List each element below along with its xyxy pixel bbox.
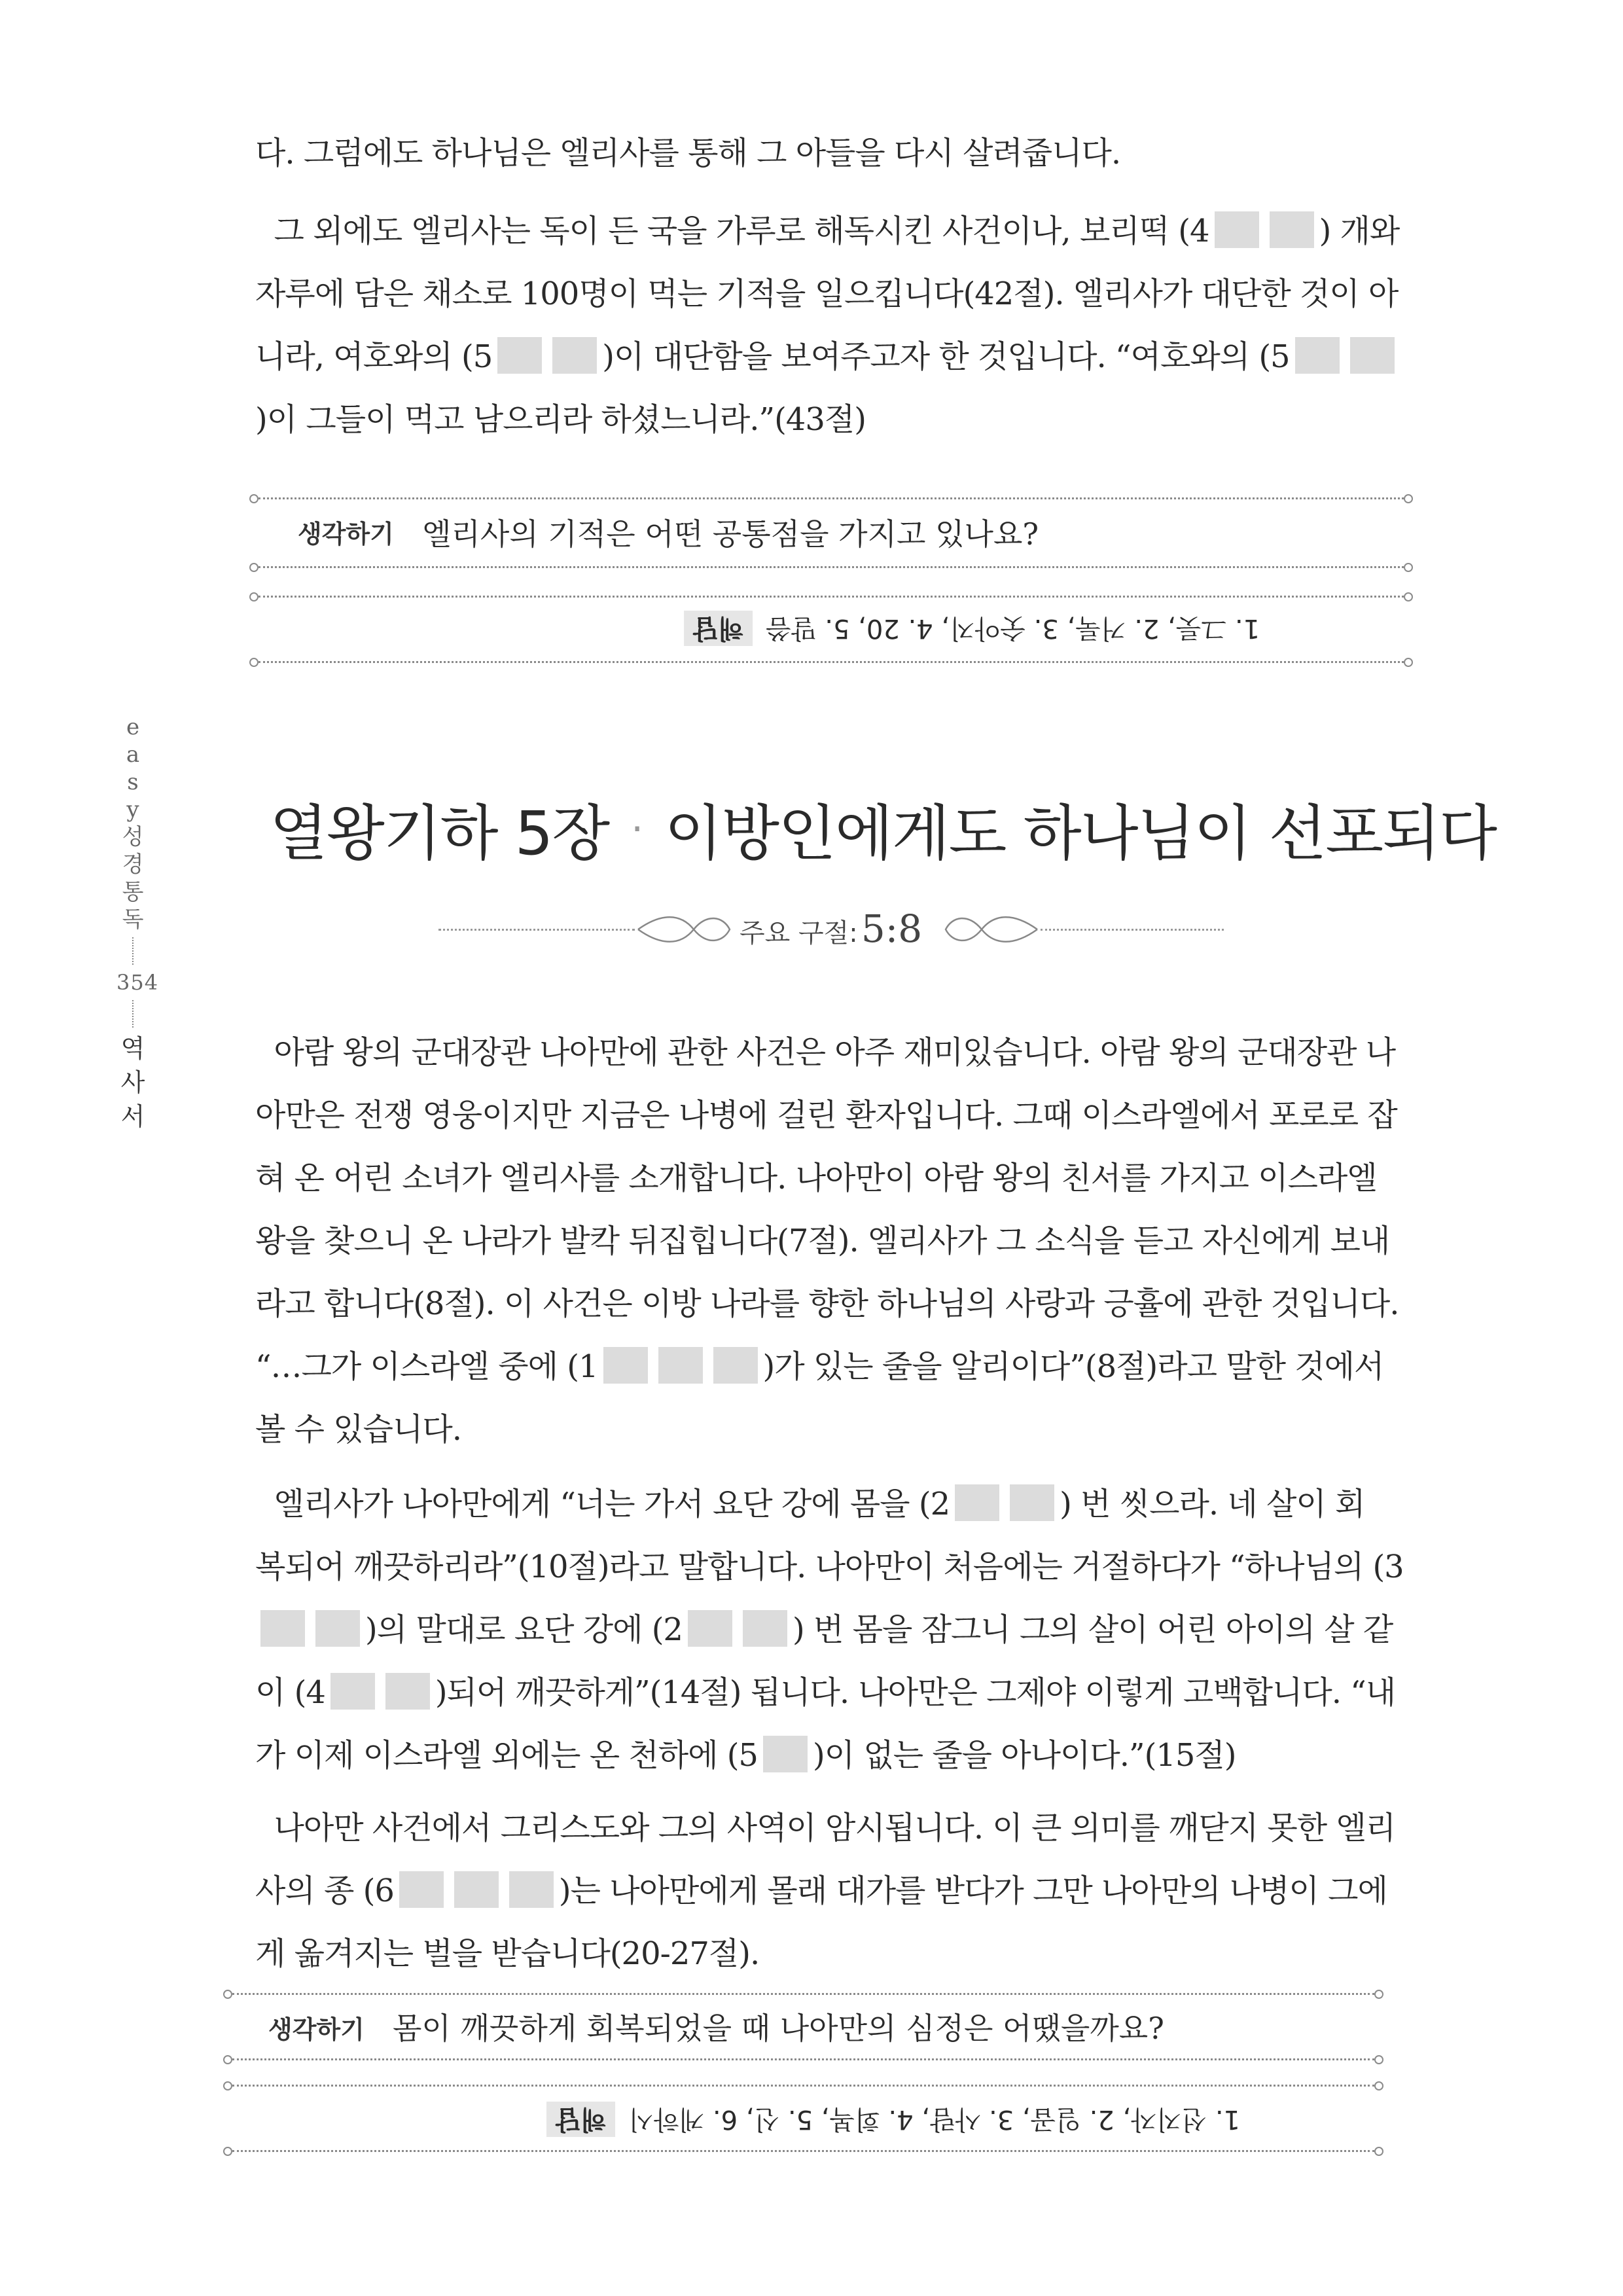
text-segment: )는 나아만에게 몰래 대가를 받다가 그만 나아만의 나병이 그에	[558, 1873, 1387, 1909]
divider	[232, 1993, 1374, 1995]
answer-blank	[1010, 1484, 1054, 1521]
think-question: 엘리사의 기적은 어떤 공통점을 가지고 있나요?	[422, 516, 1039, 552]
text-line	[255, 325, 1407, 388]
answer-blank	[260, 1610, 305, 1647]
category-char: 역	[120, 1034, 145, 1063]
side-running-head	[116, 713, 159, 1134]
text-line: 다. 그럼에도 하나님은 엘리사를 통해 그 아들을 다시 살려줍니다.	[255, 135, 1121, 171]
series-char: s	[127, 769, 139, 795]
text-line: 복되어 깨끗하리라”(10절)라고 말합니다. 나아만이 처음에는 거절하다가 “하나님의 (3	[255, 1549, 1404, 1585]
text-line	[255, 1724, 1407, 1787]
think-question: 몸이 깨끗하게 회복되었을 때 나아만의 심정은 어땠을까요?	[393, 2011, 1164, 2046]
answer-blank	[497, 337, 542, 374]
divider	[232, 2085, 1374, 2087]
answer-blank	[658, 1347, 703, 1384]
text-segment: 아람 왕의 군대장관 나아만에 관한 사건은 아주 재미있습니다. 아람 왕의 군대장관 나	[274, 1034, 1396, 1071]
text-segment: ) 개와	[1319, 213, 1400, 249]
body-paragraph-3	[255, 1797, 1407, 1985]
answer-blank	[385, 1673, 430, 1710]
text-segment: 이 (4	[255, 1674, 325, 1711]
answer-blank	[603, 1347, 648, 1384]
text-line	[255, 200, 1407, 262]
series-char: a	[126, 742, 140, 768]
text-segment: 사의 종 (6	[255, 1873, 394, 1909]
answer-blank	[688, 1610, 732, 1647]
series-char: y	[126, 797, 139, 823]
chapter-title: 열왕기하 5장	[270, 798, 609, 869]
body-paragraph-1	[255, 1021, 1407, 1461]
flourish-right-icon	[942, 906, 1041, 952]
text-line	[255, 1335, 1407, 1398]
text-segment: ) 번 몸을 잠그니 그의 살이 어린 아이의 살 같	[792, 1611, 1393, 1648]
answer-text: 1. 선지자, 2. 일곱, 3. 사람, 4. 회복, 5. 신, 6. 게하시	[628, 2104, 1241, 2134]
answer-blank	[713, 1347, 758, 1384]
divider	[259, 497, 1404, 499]
answer-text: 1. 그릇, 2. 거룩, 3. 숫아지, 4. 20, 5. 말씀	[766, 613, 1260, 643]
text-line: 볼 수 있습니다.	[255, 1411, 461, 1448]
text-line	[255, 1598, 1407, 1661]
series-char: 통	[122, 879, 144, 905]
answer-label: 해답	[684, 611, 753, 646]
text-line	[255, 1021, 1407, 1084]
answer-blank	[399, 1871, 444, 1908]
answer-blank	[743, 1610, 787, 1647]
category-char: 서	[120, 1102, 145, 1131]
text-segment: )이 없는 줄을 아나이다.”(15절)	[812, 1737, 1236, 1774]
text-segment: )되어 깨끗하게”(14절) 됩니다. 나아만은 그제야 이렇게 고백합니다. “내	[435, 1674, 1396, 1711]
text-line: 아만은 전쟁 영웅이지만 지금은 나병에 걸린 환자입니다. 그때 이스라엘에서 포로로 잡	[255, 1097, 1397, 1134]
text-segment: 나아만 사건에서 그리스도와 그의 사역이 암시됩니다. 이 큰 의미를 깨닫지 못한 엘리	[274, 1810, 1396, 1846]
text-segment: )의 말대로 요단 강에 (2	[365, 1611, 683, 1648]
ornament-line-right	[1041, 929, 1224, 931]
answer-label: 해답	[546, 2102, 615, 2137]
answer-blank	[315, 1610, 360, 1647]
divider	[259, 566, 1404, 568]
text-segment: “…그가 이스라엘 중에 (1	[255, 1348, 598, 1385]
series-char: 독	[122, 906, 144, 933]
divider	[232, 2058, 1374, 2060]
text-segment: 니라, 여호와의 (5	[255, 338, 493, 375]
text-line	[255, 1797, 1407, 1859]
answer-blank	[1350, 337, 1395, 374]
text-line: 게 옮겨지는 벌을 받습니다(20-27절).	[255, 1935, 760, 1972]
answer-blank	[1295, 337, 1340, 374]
text-line	[255, 1473, 1407, 1535]
answer-blank	[763, 1736, 808, 1772]
answer-blank	[955, 1484, 999, 1521]
answer-blank	[552, 337, 597, 374]
title-separator: ·	[631, 806, 643, 852]
answer-blank	[1270, 211, 1314, 248]
text-segment: 엘리사가 나아만에게 “너는 가서 요단 강에 몸을 (2	[274, 1486, 950, 1522]
answer-blank	[1215, 211, 1259, 248]
series-char: 성	[122, 824, 144, 850]
text-segment: ) 번 씻으라. 네 살이 회	[1060, 1486, 1365, 1522]
top-paragraph-2	[255, 200, 1407, 451]
side-divider	[132, 1000, 134, 1028]
flourish-left-icon	[635, 906, 733, 952]
text-line: )이 그들이 먹고 남으리라 하셨느니라.”(43절)	[255, 401, 866, 438]
key-verse-label: 주요 구절:	[740, 918, 858, 948]
key-verse-ornament	[438, 906, 1224, 952]
think-box-2	[232, 1993, 1374, 2157]
text-line	[255, 1661, 1407, 1724]
body-paragraph-2	[255, 1473, 1407, 1787]
series-char: e	[126, 714, 140, 740]
text-line: 라고 합니다(8절). 이 사건은 이방 나라를 향한 하나님의 사랑과 긍휼에 관한 것입니다.	[255, 1285, 1399, 1322]
chapter-subtitle: 이방인에게도 하나님이 선포되다	[664, 798, 1496, 869]
think-box-1	[259, 497, 1404, 668]
text-segment: )가 있는 줄을 알리이다”(8절)라고 말한 것에서	[762, 1348, 1384, 1385]
answer-key-upside-down	[684, 612, 1260, 649]
text-line: 혀 온 어린 소녀가 엘리사를 소개합니다. 나아만이 아람 왕의 친서를 가지고 이스라엘	[255, 1160, 1377, 1196]
key-verse-ref: 5:8	[861, 906, 923, 951]
divider	[259, 596, 1404, 598]
text-line	[255, 1859, 1407, 1922]
text-line: 자루에 담은 채소로 100명이 먹는 기적을 일으킵니다(42절). 엘리사가 대단한 것이 아	[255, 276, 1399, 312]
answer-blank	[454, 1871, 499, 1908]
divider	[232, 2150, 1374, 2152]
text-line: 왕을 찾으니 온 나라가 발칵 뒤집힙니다(7절). 엘리사가 그 소식을 듣고 자신에게 보내	[255, 1223, 1390, 1259]
text-segment: 그 외에도 엘리사는 독이 든 국을 가루로 해독시킨 사건이나, 보리떡 (4	[274, 213, 1209, 249]
answer-blank	[330, 1673, 375, 1710]
divider	[259, 661, 1404, 663]
chapter-heading	[270, 785, 1496, 872]
text-segment: )이 대단함을 보여주고자 한 것입니다. “여호와의 (5	[602, 338, 1290, 375]
side-divider	[132, 937, 134, 965]
page-number: 354	[116, 970, 159, 995]
key-verse	[740, 906, 922, 951]
think-label: 생각하기	[268, 2015, 365, 2044]
series-char: 경	[122, 852, 144, 878]
answer-blank	[509, 1871, 554, 1908]
think-label: 생각하기	[298, 520, 394, 548]
top-paragraph-1	[255, 122, 1407, 185]
answer-key-upside-down	[546, 2103, 1240, 2140]
text-segment: 가 이제 이스라엘 외에는 온 천하에 (5	[255, 1737, 758, 1774]
ornament-line-left	[438, 929, 635, 931]
category-char: 사	[120, 1068, 145, 1097]
